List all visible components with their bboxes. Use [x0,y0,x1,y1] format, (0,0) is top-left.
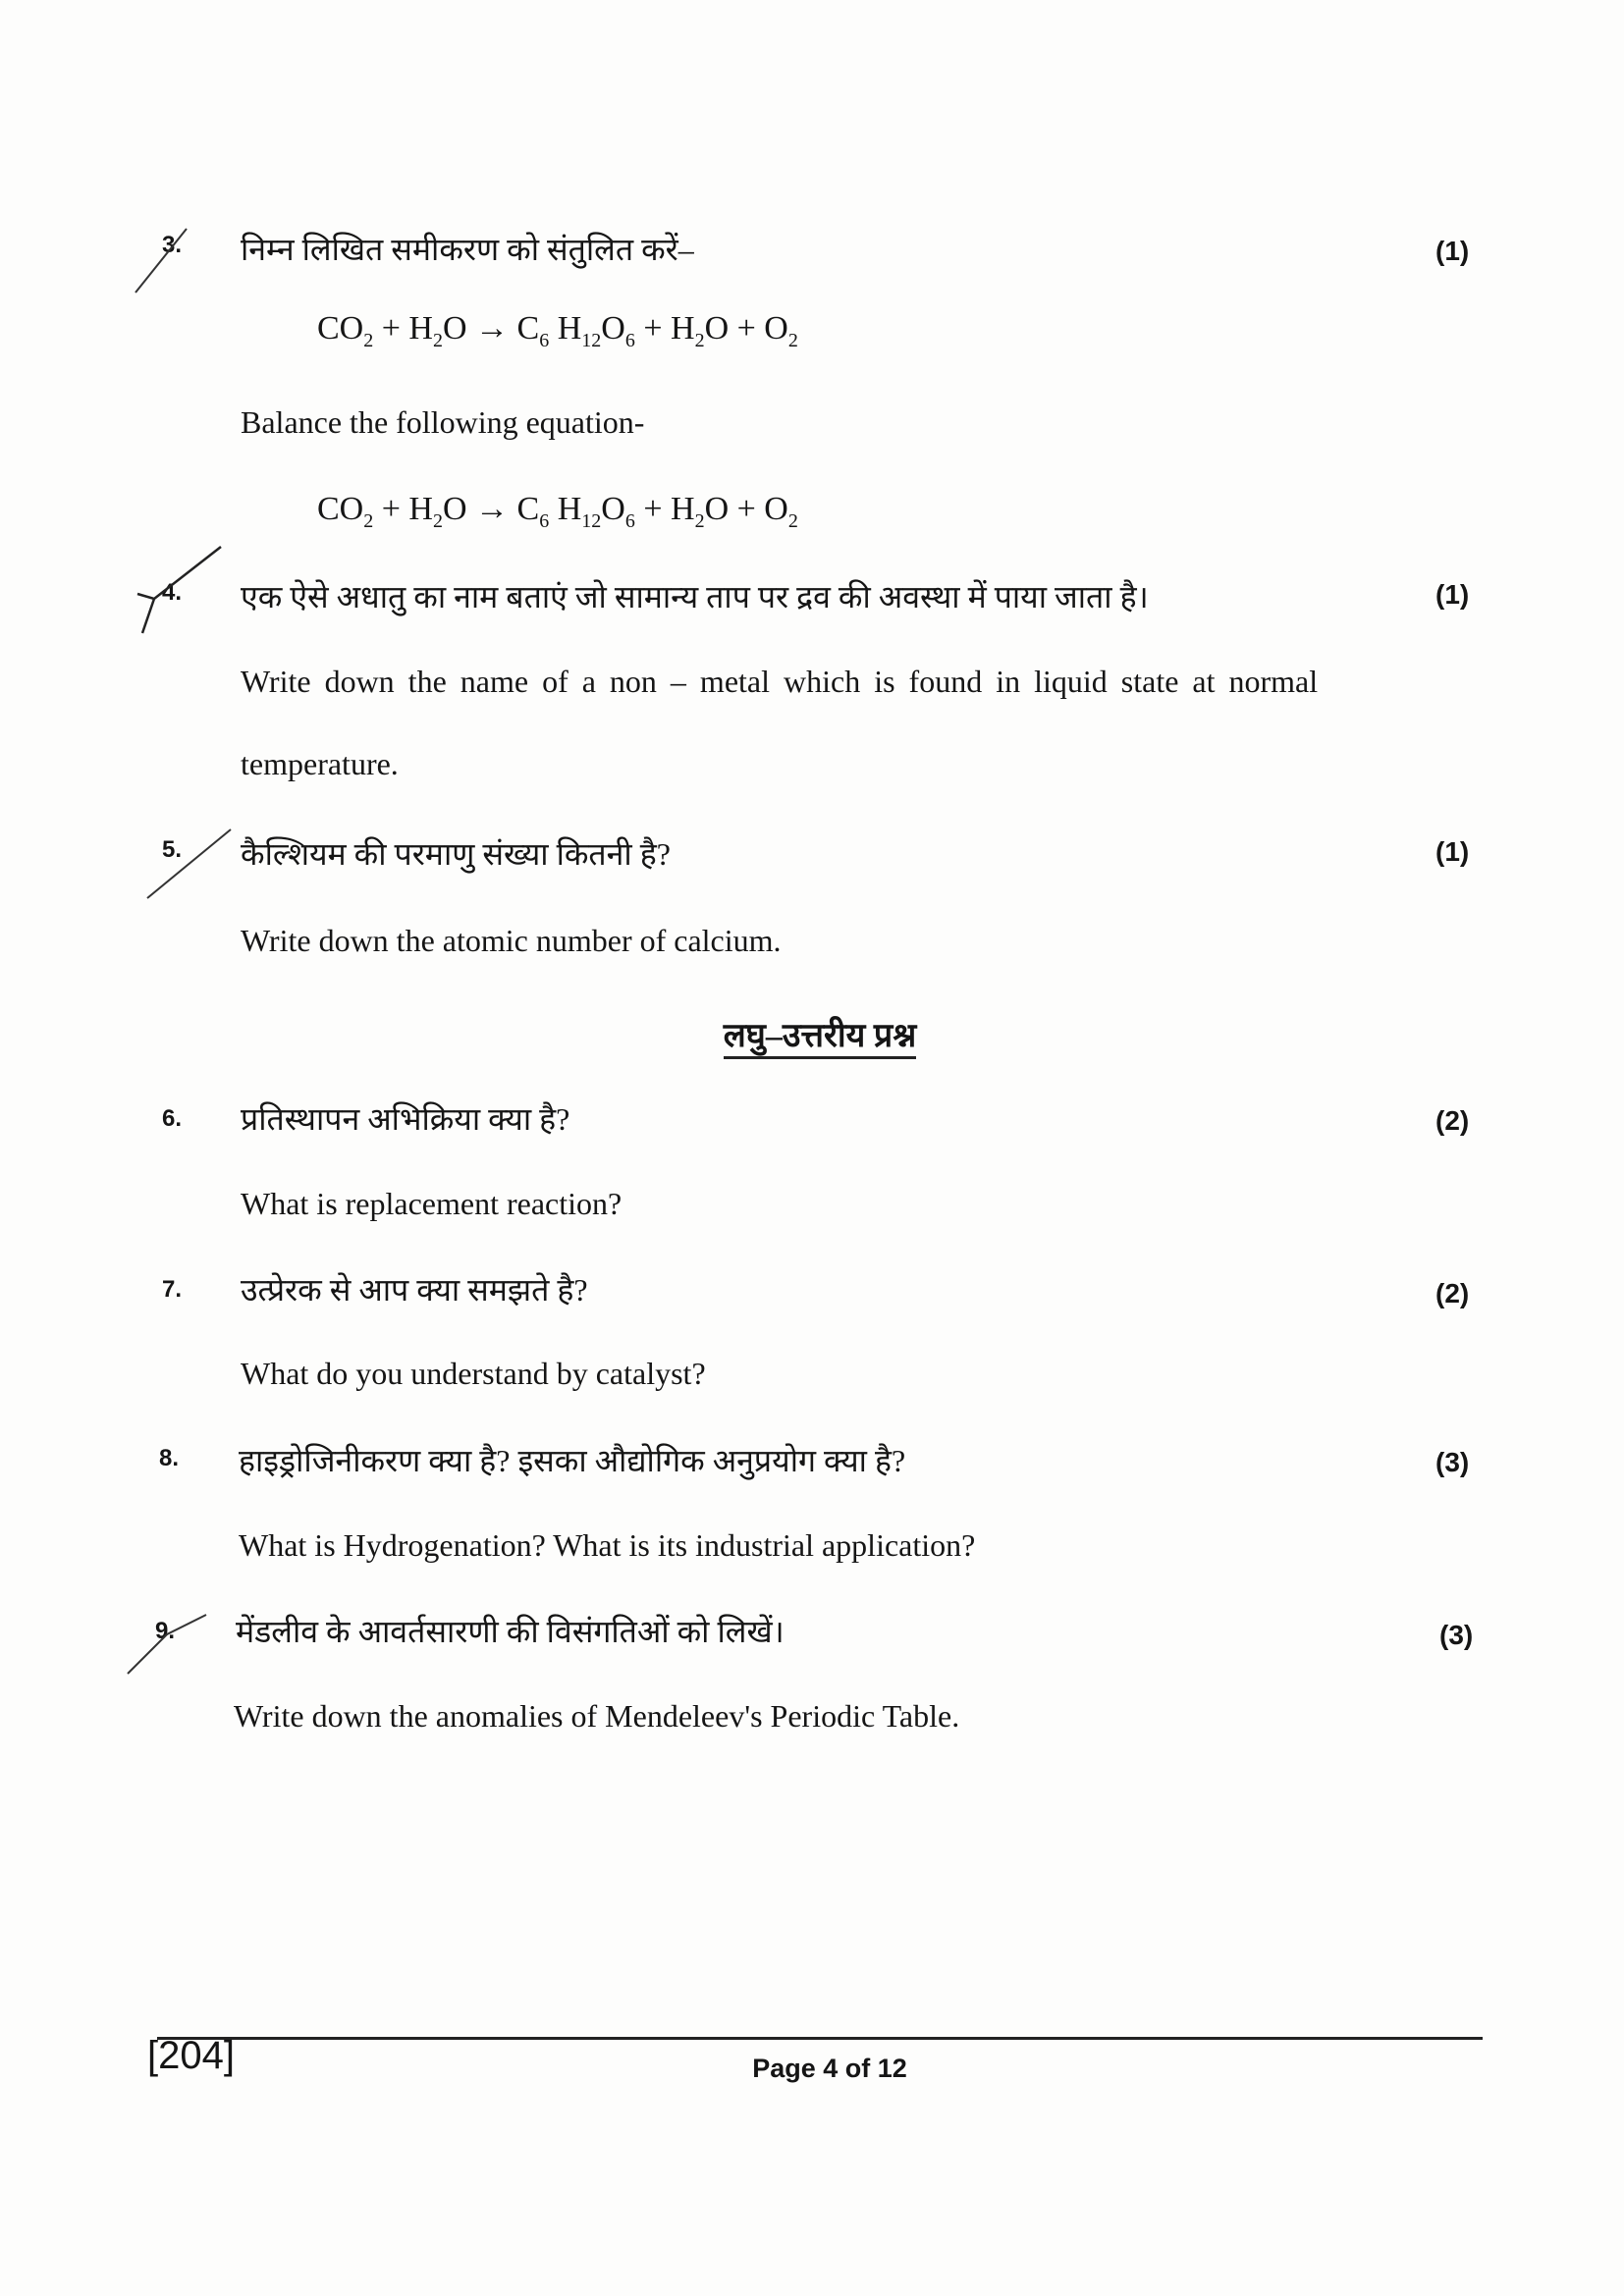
page-number: Page 4 of 12 [752,2054,907,2083]
question-hindi: उत्प्रेरक से आप क्या समझते है? [241,1272,588,1308]
question-marks: (1) [1435,579,1470,610]
check-mark-icon [128,224,196,302]
question-english: Balance the following equation- [241,404,645,440]
question-marks: (1) [1435,236,1470,266]
question-hindi: एक ऐसे अधातु का नाम बताएं जो सामान्य ताप पर द्रव की अवस्था में पाया जाता है। [241,579,1149,614]
question-english: Write down the name of a non – metal which is found in liquid state at normal [241,664,1319,699]
question-english: What is replacement reaction? [241,1186,623,1221]
question-number: 9. [155,1618,176,1644]
question-english: What is Hydrogenation? What is its industrial application? [239,1527,976,1563]
section-heading: लघु–उत्तरीय प्रश्न [0,1011,1624,1056]
question-english: Write down the atomic number of calcium. [241,923,782,958]
question-hindi: हाइड्रोजिनीकरण क्या है? इसका औद्योगिक अनुप्रयोग क्या है? [239,1443,906,1478]
question-marks: (2) [1435,1105,1470,1136]
chemical-equation: $CO_2 + H_2O \to C_6$ $H_{12}O_6 + H_2O + O_2$ [317,491,798,532]
question-number: 3. [162,232,183,258]
question-hindi: कैल्शियम की परमाणु संख्या कितनी है? [241,836,671,872]
paper-code: [204] [147,2034,235,2077]
question-number: 6. [162,1105,183,1132]
footer-divider [157,2037,1483,2040]
question-marks: (3) [1439,1620,1474,1650]
question-english: Write down the anomalies of Mendeleev's Periodic Table. [234,1698,960,1734]
question-hindi: निम्न लिखित समीकरण को संतुलित करें– [241,232,694,267]
question-marks: (1) [1435,836,1470,867]
question-english: What do you understand by catalyst? [241,1356,706,1391]
check-mark-icon [133,545,231,643]
question-hindi: मेंडलीव के आवर्तसारणी की विसंगतिओं को लिखें। [236,1614,785,1649]
question-number: 5. [162,836,183,863]
chemical-equation: $CO_2 + H_2O \to C_6$ $H_{12}O_6 + H_2O + O_2$ [317,310,798,351]
question-marks: (3) [1435,1447,1470,1477]
check-mark-icon [137,825,236,903]
question-english: temperature. [241,746,399,781]
question-hindi: प्रतिस्थापन अभिक्रिया क्या है? [241,1101,570,1137]
question-number: 8. [159,1445,180,1471]
question-marks: (2) [1435,1278,1470,1308]
check-mark-icon [123,1610,221,1679]
question-number: 7. [162,1276,183,1303]
question-number: 4. [162,579,183,606]
